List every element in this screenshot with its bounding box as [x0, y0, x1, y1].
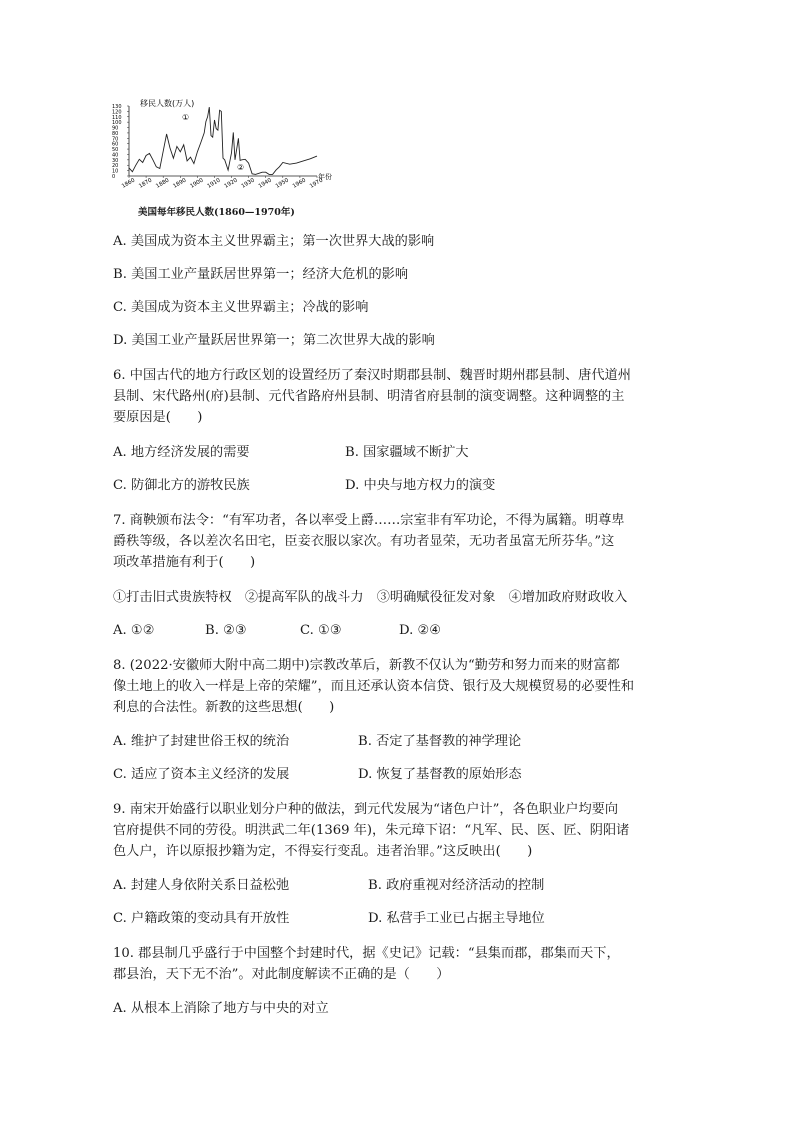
q9-line-2: 官府提供不同的劳役。明洪武二年(1369 年)，朱元璋下诏：“凡军、民、医、匠、阴阳诸 [113, 823, 630, 838]
series-line [129, 107, 317, 174]
y-tick-label: 70 [112, 136, 119, 143]
q7-option-d: D. ②④ [399, 623, 442, 638]
y-tick-label: 80 [112, 130, 119, 137]
x-tick-label: 1960 [291, 177, 308, 190]
y-tick-label: 120 [112, 109, 122, 116]
annotation-1: ① [182, 113, 190, 122]
q10-option-a: A. 从根本上消除了地方与中央的对立 [113, 1001, 329, 1016]
q7-line-3: 项改革措施有利于( ) [113, 555, 256, 570]
x-tick-label: 1880 [155, 177, 171, 190]
option-d: D. 美国工业产量跃居世界第一；第二次世界大战的影响 [113, 333, 435, 348]
x-tick-label: 1950 [274, 177, 290, 190]
q6-option-a: A. 地方经济发展的需要 [113, 445, 250, 460]
immigration-chart [112, 98, 342, 220]
chart-caption: 美国每年移民人数(1860—1970年) [138, 207, 295, 218]
y-tick-label: 90 [112, 125, 119, 132]
option-b: B. 美国工业产量跃居世界第一；经济大危机的影响 [113, 267, 409, 282]
q7-line-1: 7. 商鞅颁布法令：“有军功者，各以率受上爵……宗室非有军功论，不得为属籍。明尊卑 [113, 513, 625, 528]
x-tick-label: 1970 [309, 177, 325, 190]
x-tick-label: 1860 [121, 177, 137, 190]
y-tick-label: 40 [112, 152, 119, 159]
q9-option-d: D. 私营手工业已占据主导地位 [368, 911, 545, 926]
q6-line-3: 要原因是( ) [113, 410, 203, 425]
q7-items: ①打击旧式贵族特权 ②提高军队的战斗力 ③明确赋役征发对象 ④增加政府财政收入 [113, 590, 628, 605]
q8-option-c: C. 适应了资本主义经济的发展 [113, 767, 290, 782]
option-a: A. 美国成为资本主义世界霸主；第一次世界大战的影响 [113, 234, 435, 249]
q7-option-a: A. ①② [113, 623, 155, 638]
annotation-2: ② [237, 163, 245, 172]
q9-option-c: C. 户籍政策的变动具有开放性 [113, 911, 290, 926]
q10-line-2: 郡县治，天下无不治”。对此制度解读不正确的是（ ） [113, 967, 450, 982]
x-tick-label: 1940 [257, 177, 273, 190]
x-tick-label: 1870 [138, 177, 154, 190]
q7-option-c: C. ①③ [300, 623, 342, 638]
y-tick-label: 0 [112, 174, 116, 180]
x-axis-ticks [121, 176, 325, 190]
x-tick-label: 1930 [240, 177, 256, 190]
q9-line-3: 色人户，许以原报抄籍为定，不得妄行变乱。违者治罪。”这反映出( ) [113, 844, 533, 859]
q9-option-b: B. 政府重视对经济活动的控制 [368, 878, 545, 893]
q8-line-3: 利息的合法性。新教的这些思想( ) [113, 700, 335, 715]
x-tick-label: 1900 [189, 177, 205, 190]
q6-option-c: C. 防御北方的游牧民族 [113, 478, 250, 493]
q8-option-b: B. 否定了基督教的神学理论 [358, 734, 522, 749]
q9-line-1: 9. 南宋开始盛行以职业划分户种的做法，到元代发展为“诸色户计”，各色职业户均要向 [113, 802, 619, 817]
q6-option-d: D. 中央与地方权力的演变 [345, 478, 496, 493]
x-axis-label: 年份 [318, 173, 332, 181]
y-tick-label: 30 [112, 157, 119, 164]
option-c: C. 美国成为资本主义世界霸主；冷战的影响 [113, 300, 369, 315]
y-tick-label: 100 [112, 120, 122, 127]
y-tick-label: 50 [112, 147, 119, 154]
q8-option-d: D. 恢复了基督教的原始形态 [358, 767, 522, 782]
q8-line-2: 像土地上的收入一样是上帝的荣耀”，而且还承认资本信贷、银行及大规模贸易的必要性和 [113, 679, 635, 694]
chart-svg [112, 98, 342, 204]
q7-option-b: B. ②③ [205, 623, 247, 638]
q8-option-a: A. 维护了封建世俗王权的统治 [113, 734, 290, 749]
q7-line-2: 爵秩等级，各以差次名田宅，臣妾衣服以家次。有功者显荣，无功者虽富无所芬华。”这 [113, 534, 615, 549]
x-tick-label: 1910 [206, 177, 222, 190]
y-tick-label: 110 [112, 114, 122, 121]
q6-line-1: 6. 中国古代的地方行政区划的设置经历了秦汉时期郡县制、魏晋时期州郡县制、唐代道州 [113, 368, 631, 383]
q9-option-a: A. 封建人身依附关系日益松弛 [113, 878, 290, 893]
y-tick-label: 10 [112, 168, 119, 175]
q6-line-2: 县制、宋代路州(府)县制、元代省路府州县制、明清省府县制的演变调整。这种调整的主 [113, 389, 625, 404]
y-tick-label: 60 [112, 141, 119, 148]
q8-line-1: 8. (2022·安徽师大附中高二期中)宗教改革后，新教不仅认为“勤劳和努力而来的财富都 [113, 658, 620, 673]
x-tick-label: 1920 [223, 177, 239, 190]
y-tick-label: 130 [112, 104, 122, 110]
q10-line-1: 10. 郡县制几乎盛行于中国整个封建时代，据《史记》记载：“县集而郡，郡集而天下， [113, 946, 620, 961]
y-axis-ticks [112, 104, 129, 180]
q6-option-b: B. 国家疆域不断扩大 [345, 445, 469, 460]
y-tick-label: 20 [112, 163, 119, 170]
y-axis-label: 移民人数(万人) [140, 99, 195, 108]
x-tick-label: 1890 [172, 177, 188, 190]
